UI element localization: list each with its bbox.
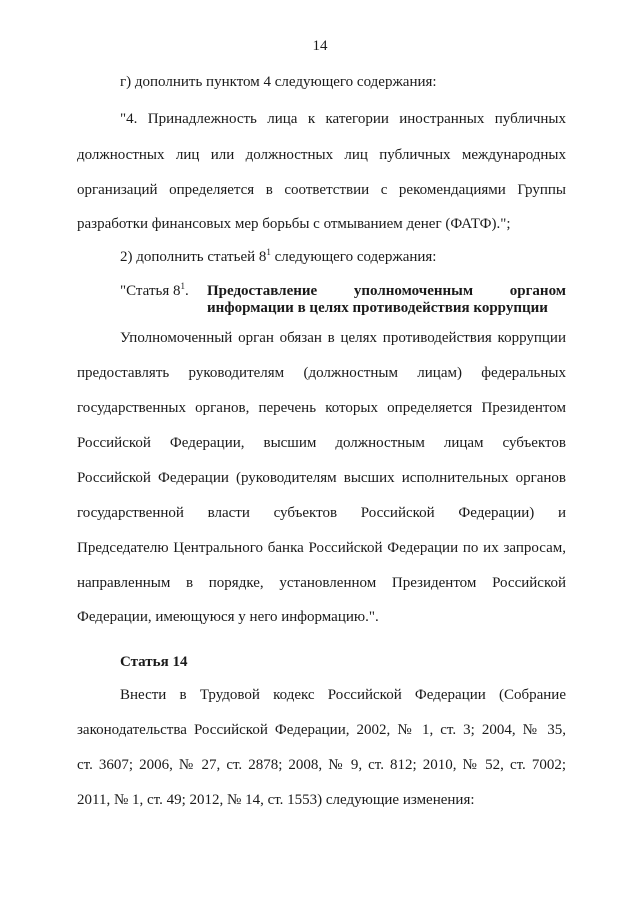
article-8-1-body-line-1: Уполномоченный орган обязан в целях противодействия коррупции	[120, 330, 566, 346]
article-8-1-body-line-7: Председателю Центрального банка Российской Федерации по их запросам,	[77, 540, 566, 556]
article-14-line-2: законодательства Российской Федерации, 2002, № 1, ст. 3; 2004, № 35,	[77, 722, 566, 738]
article-14-heading: Статья 14	[120, 654, 188, 670]
paragraph-2-text-before: 2) дополнить статьей 8	[120, 249, 267, 265]
article-14-line-4: 2011, № 1, ст. 49; 2012, № 14, ст. 1553) следующие изменения:	[77, 792, 475, 808]
article-14-line-1: Внести в Трудовой кодекс Российской Федерации (Собрание	[120, 687, 566, 703]
item4-line-4: разработки финансовых мер борьбы с отмыванием денег (ФАТФ).";	[77, 216, 511, 232]
article-8-1-title	[207, 283, 566, 317]
page-number: 14	[312, 38, 328, 54]
article-8-1-body-line-3: государственных органов, перечень которых определяется Президентом	[77, 400, 566, 416]
article-8-1-label-after: .	[184, 283, 189, 299]
article-8-1-body-line-2: предоставлять руководителям (должностным лицам) федеральных	[77, 365, 566, 381]
item4-line-3: организаций определяется в соответствии с рекомендациями Группы	[77, 182, 566, 198]
article-8-1-body-line-5: Российской Федерации (руководителям высших исполнительных органов	[77, 470, 566, 486]
paragraph-2-superscript: 1	[266, 247, 271, 257]
paragraph-g: г) дополнить пунктом 4 следующего содержания:	[120, 74, 437, 90]
article-8-1-body-line-9: Федерации, имеющуюся у него информацию.".	[77, 609, 379, 625]
item4-line-2: должностных лиц или должностных лиц публичных международных	[77, 147, 566, 163]
article-8-1-label-before: "Статья 8	[120, 283, 181, 299]
article-8-1-body-line-8: направленным в порядке, установленном Президентом Российской	[77, 575, 566, 591]
paragraph-2	[120, 248, 436, 266]
article-14-line-3: ст. 3607; 2006, № 27, ст. 2878; 2008, № 9, ст. 812; 2010, № 52, ст. 7002;	[77, 757, 566, 773]
article-8-1-label-superscript: 1	[180, 281, 185, 291]
item4-line-1: "4. Принадлежность лица к категории иностранных публичных	[120, 111, 566, 127]
article-8-1-body-line-4: Российской Федерации, высшим должностным лицам субъектов	[77, 435, 566, 451]
article-8-1-label	[120, 283, 189, 300]
article-8-1-title-line-1: Предоставление уполномоченным органом	[207, 283, 566, 299]
article-8-1-body-line-6: государственной власти субъектов Российской Федерации) и	[77, 505, 566, 521]
paragraph-2-text-after: следующего содержания:	[270, 249, 437, 265]
article-8-1-title-line-2: информации в целях противодействия коррупции	[207, 300, 548, 316]
